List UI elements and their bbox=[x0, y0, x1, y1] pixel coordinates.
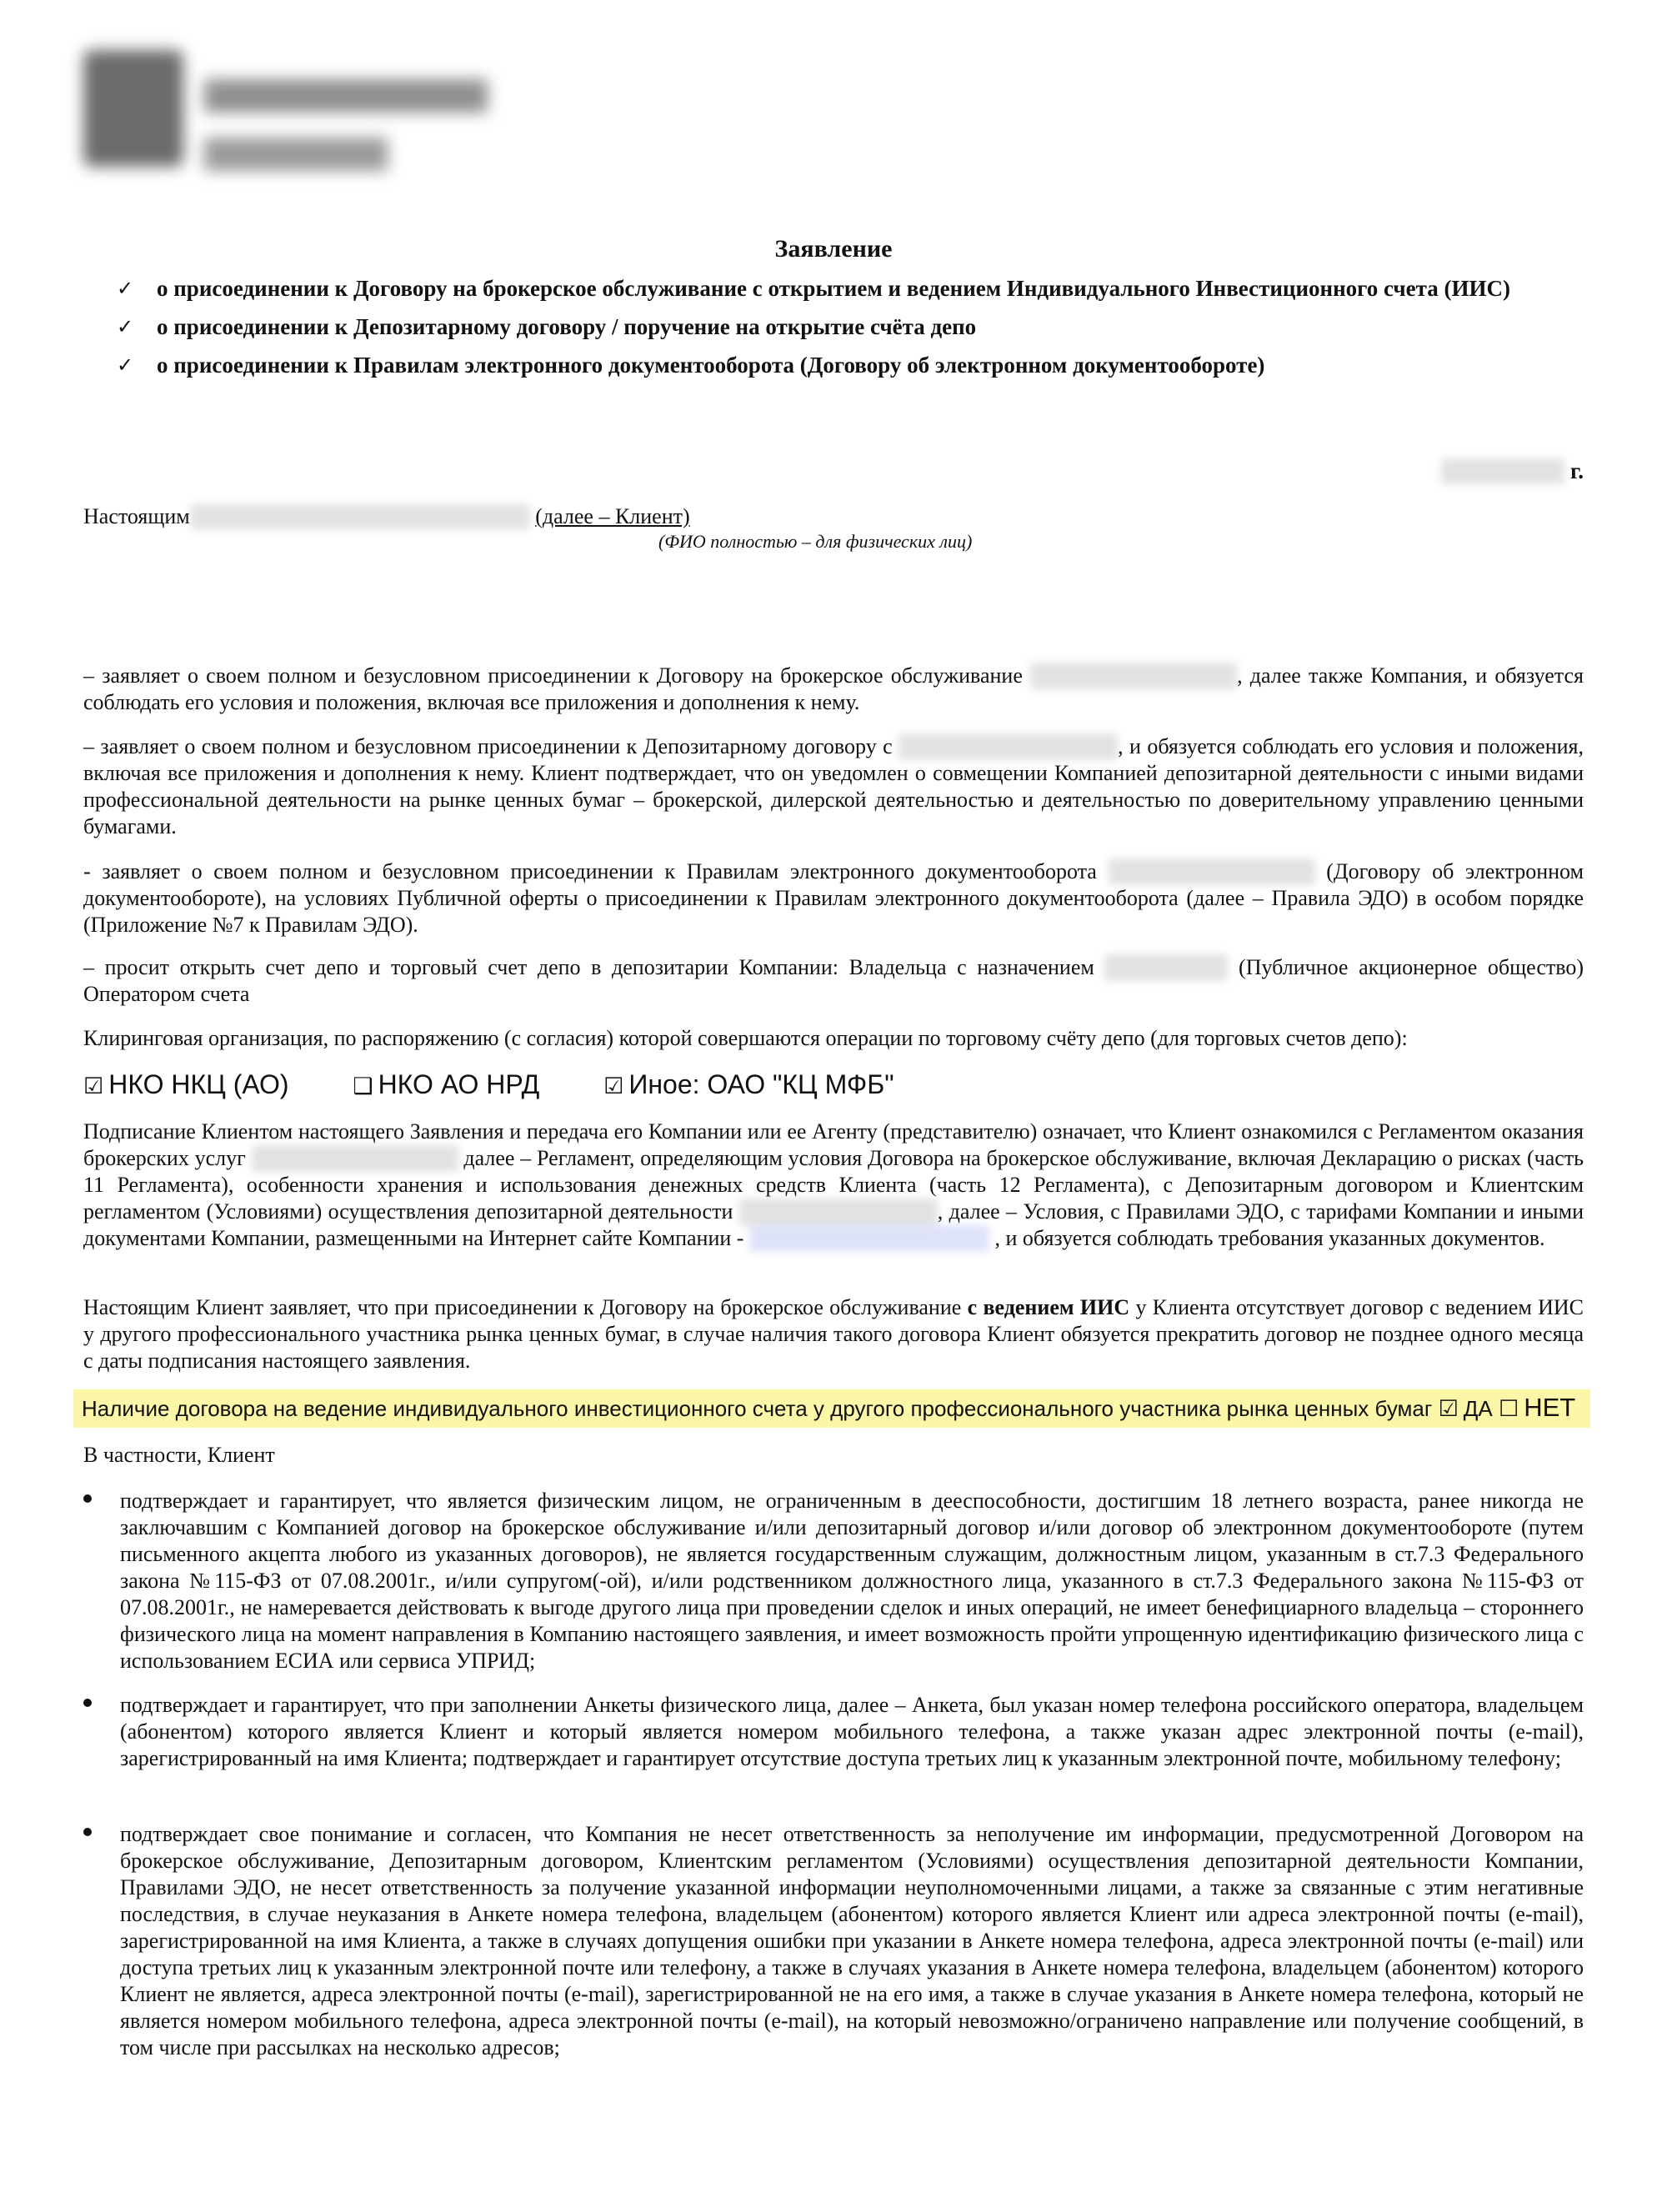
redacted-company-name bbox=[1104, 954, 1228, 981]
bullet-icon bbox=[83, 1828, 92, 1836]
iis-no-option[interactable]: ☐ НЕТ bbox=[1498, 1393, 1576, 1422]
redacted-website-link[interactable] bbox=[749, 1225, 989, 1252]
paragraph-depository: – заявляет о своем полном и безусловном присоединении к Депозитарному договору с , и обязуется соблюдать его условия и положения, включая все приложения и дополнения к нему. Клиент подтверждает, что он уведомлен о совмещении Компанией депозитарной деятельности с иными видами профессиональной деятельности на рынке ценных бумаг – брокерской, дилерской деятельностью и деятельностью по доверительному управлению ценными бумагами. bbox=[83, 734, 1584, 838]
fio-hint: (ФИО полностью – для физических лиц) bbox=[658, 531, 973, 552]
clearing-option-other[interactable]: ☑ Иное: ОАО "КЦ МФБ" bbox=[603, 1069, 894, 1099]
subject-item: ✓ о присоединении к Договору на брокерское обслуживание с открытием и ведением Индивидуального Инвестиционного счета (ИИС) bbox=[117, 273, 1584, 303]
client-warranties bbox=[83, 1692, 1584, 1772]
bullet-icon bbox=[83, 1699, 92, 1707]
list-item: подтверждает и гарантирует, что является физическим лицом, не ограниченным в дееспособности, достигшим 18 летнего возраста, ранее никогда не заключавшим с Компанией договор на брокерское обслуживание и/или депозитарный договор и/или договор об электронном документообороте (путем письменного акцепта любого из указанных договоров), не является государственным служащим, должностным лицом, указанным в ст.7.3 Федерального закона №115-ФЗ от 07.08.2001г., и/или супругом(-ой), и/или родственником должностного лица, указанного в ст.7.3 Федерального закона №115-ФЗ от 07.08.2001г., не намеревается действовать к выгоде другого лица при проведении сделок и иных операций, не имеет бенефициарного владельца – стороннего физического лица на момент направления в Компанию настоящего заявления, и имеет возможность пройти упрощенную идентификацию физического лица с использованием ЕСИА или сервиса УПРИД; bbox=[83, 1488, 1584, 1674]
checkbox-empty-icon: ☐ bbox=[1498, 1396, 1519, 1422]
clearing-options bbox=[83, 1069, 951, 1100]
document-title: Заявление bbox=[774, 235, 893, 263]
checkmark-icon: ✓ bbox=[117, 353, 134, 377]
statement-subjects bbox=[117, 273, 1584, 388]
document-date: г. bbox=[1441, 458, 1584, 484]
redacted-company-name bbox=[1109, 858, 1315, 885]
checkmark-icon: ✓ bbox=[117, 315, 134, 338]
subject-item: ✓ о присоединении к Депозитарному договору / поручение на открытие счёта депо bbox=[117, 312, 1584, 342]
iis-yes-option[interactable]: ☑ ДА bbox=[1438, 1396, 1493, 1422]
redacted-company-name bbox=[1030, 663, 1237, 689]
client-line: Настоящим (далее – Клиент) bbox=[83, 504, 690, 528]
paragraph-iis: Настоящим Клиент заявляет, что при присоединении к Договору на брокерское обслуживание с ведением ИИС у Клиента отсутствует договор с ведением ИИС у другого профессионального участника рынка ценных бумаг, в случае наличия такого договора Клиент обязуется прекратить договор не позднее одного месяца с даты подписания настоящего заявления. bbox=[83, 1295, 1584, 1373]
redacted-client-name bbox=[190, 504, 530, 529]
paragraph-edo: - заявляет о своем полном и безусловном присоединении к Правилам электронного документооборота (Договору об электронном документообороте), на условиях Публичной оферты о присоединении к Правилам электронного документооборота (далее – Правила ЭДО) в особом порядке (Приложение №7 к Правилам ЭДО). bbox=[83, 859, 1584, 937]
list-item: подтверждает свое понимание и согласен, что Компания не несет ответственность за неполучение им информации, предусмотренной Договором на брокерское обслуживание, Депозитарным договором, Клиентским регламентом (Условиями) осуществления депозитарной деятельности Компании, Правилами ЭДО, не несет ответственность за получение указанной информации неуполномоченными лицами, а также за связанные с этим негативные последствия, в случае неуказания в Анкете номера телефона, владельцем (абонентом) которого является Клиент или адреса электронной почты (e-mail), зарегистрированной на имя Клиента, а также в случаях допущения ошибки при указании в Анкете номера телефона, адреса электронной почты (e-mail) или доступа третьих лиц к указанным электронной почте или телефону, а также в случаях указания в Анкете номера телефона, владельцем (абонентом) которого Клиент не является, адреса электронной почты (e-mail), зарегистрированной не на его имя, а также в случае указания в Анкете номера телефона, который не является номером мобильного телефона, адреса электронной почты (e-mail), на который невозможно/ограничено направление или получение сообщений, в том числе при рассылках на несколько адресов; bbox=[83, 1821, 1584, 2061]
clearing-option-nrd[interactable]: ❑ НКО АО НРД bbox=[353, 1069, 540, 1099]
checkmark-icon: ✓ bbox=[117, 277, 134, 300]
checkbox-empty-icon: ❑ bbox=[353, 1073, 373, 1099]
bullet-icon bbox=[83, 1494, 92, 1503]
checkbox-checked-icon: ☑ bbox=[1438, 1396, 1459, 1422]
clearing-option-nkc[interactable]: ☑ НКО НКЦ (АО) bbox=[83, 1069, 289, 1099]
iis-presence-question: Наличие договора на ведение индивидуального инвестиционного счета у другого профессионального участника рынка ценных бумаг ☑ ДА ☐ НЕТ bbox=[73, 1389, 1590, 1428]
checkbox-checked-icon: ☑ bbox=[603, 1073, 624, 1099]
redacted-date bbox=[1441, 458, 1564, 484]
checkbox-checked-icon: ☑ bbox=[83, 1073, 104, 1099]
client-warranties bbox=[83, 1821, 1584, 2061]
list-item: подтверждает и гарантирует, что при заполнении Анкеты физического лица, далее – Анкета, был указан номер телефона российского оператора, владельцем (абонентом) которого является Клиент и который является номером мобильного телефона, а также указан адрес электронной почты (e-mail), зарегистрированный на имя Клиента; подтверждает и гарантирует отсутствие доступа третьих лиц к указанным электронной почте, мобильному телефону; bbox=[83, 1692, 1584, 1772]
paragraph-signing: Подписание Клиентом настоящего Заявления и передача его Компании или ее Агенту (представителю) означает, что Клиент ознакомился с Регламентом оказания брокерских услуг далее – Регламент, определяющим условия Договора на брокерское обслуживание, включая Декларацию о рисках (часть 11 Регламента), особенности хранения и использования денежных средств Клиента (часть 12 Регламента), с Депозитарным договором и Клиентским регламентом (Условиями) осуществления депозитарной деятельности , далее – Условия, с Правилами ЭДО, с тарифами Компании и иными документами Компании, размещенными на Интернет сайте Компании - , и обязуется соблюдать требования указанных документов. bbox=[83, 1119, 1584, 1250]
paragraph-clearing: Клиринговая организация, по распоряжению (с согласия) которой совершаются операции по торговому счёту депо (для торговых счетов депо): bbox=[83, 1026, 1408, 1050]
client-warranties bbox=[83, 1488, 1584, 1674]
paragraph-depo-account: – просит открыть счет депо и торговый счет депо в депозитарии Компании: Владельца с назначением (Публичное акционерное общество) Оператором счета bbox=[83, 955, 1584, 1006]
redacted-company-name bbox=[899, 733, 1118, 760]
paragraph-particulars: В частности, Клиент bbox=[83, 1443, 275, 1467]
redacted-company-name bbox=[739, 1199, 938, 1225]
redacted-company-name bbox=[252, 1145, 458, 1172]
paragraph-brokerage: – заявляет о своем полном и безусловном присоединении к Договору на брокерское обслуживание , далее также Компания, и обязуется соблюдать его условия и положения, включая все приложения и дополнения к нему. bbox=[83, 663, 1584, 714]
subject-item: ✓ о присоединении к Правилам электронного документооборота (Договору об электронном документообороте) bbox=[117, 350, 1584, 380]
